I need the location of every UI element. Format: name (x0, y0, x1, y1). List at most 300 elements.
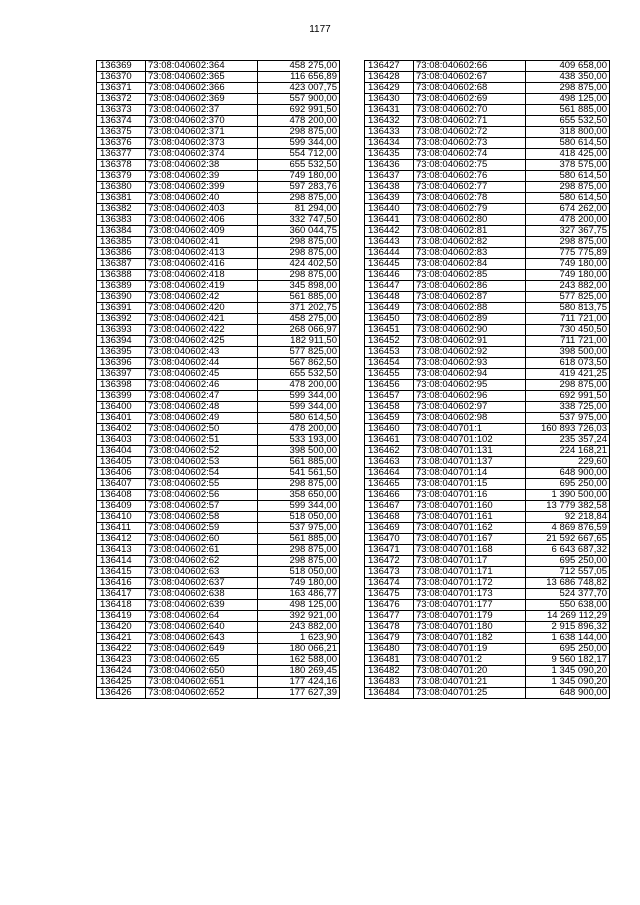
table-row (97, 127, 340, 138)
cadastral-number-cell: 73:08:040602:97 (414, 402, 526, 413)
record-number-cell: 136390 (97, 292, 146, 303)
cadastral-number-cell: 73:08:040602:68 (414, 83, 526, 94)
cadastral-number-cell: 73:08:040602:374 (146, 149, 258, 160)
record-number-cell: 136371 (97, 83, 146, 94)
cadastral-number-cell: 73:08:040602:54 (146, 468, 258, 479)
table-row (97, 677, 340, 688)
page-number: 1177 (309, 24, 331, 35)
table-row (97, 435, 340, 446)
record-number-cell: 136405 (97, 457, 146, 468)
cadastral-number-cell: 73:08:040602:72 (414, 127, 526, 138)
table-row (365, 226, 610, 237)
record-number-cell: 136471 (365, 545, 414, 556)
cadastral-number-cell: 73:08:040602:89 (414, 314, 526, 325)
value-cell: 518 050,00 (258, 567, 340, 578)
value-cell: 81 294,00 (258, 204, 340, 215)
table-row (97, 138, 340, 149)
value-cell: 541 561,50 (258, 468, 340, 479)
record-number-cell: 136458 (365, 402, 414, 413)
record-number-cell: 136462 (365, 446, 414, 457)
cadastral-number-cell: 73:08:040602:409 (146, 226, 258, 237)
table-row (365, 281, 610, 292)
value-cell: 577 825,00 (526, 292, 610, 303)
record-number-cell: 136373 (97, 105, 146, 116)
value-cell: 13 686 748,82 (526, 578, 610, 589)
cadastral-number-cell: 73:08:040602:61 (146, 545, 258, 556)
value-cell: 561 885,00 (526, 105, 610, 116)
records-table-right-body (365, 61, 610, 699)
value-cell: 711 721,00 (526, 314, 610, 325)
value-cell: 6 643 687,32 (526, 545, 610, 556)
value-cell: 345 898,00 (258, 281, 340, 292)
table-row (365, 270, 610, 281)
value-cell: 599 344,00 (258, 391, 340, 402)
value-cell: 398 500,00 (526, 347, 610, 358)
cadastral-number-cell: 73:08:040602:649 (146, 644, 258, 655)
table-row (97, 567, 340, 578)
record-number-cell: 136430 (365, 94, 414, 105)
table-row (365, 171, 610, 182)
cadastral-number-cell: 73:08:040701:15 (414, 479, 526, 490)
cadastral-number-cell: 73:08:040602:90 (414, 325, 526, 336)
value-cell: 1 390 500,00 (526, 490, 610, 501)
record-number-cell: 136470 (365, 534, 414, 545)
record-number-cell: 136447 (365, 281, 414, 292)
table-row (365, 336, 610, 347)
value-cell: 580 614,50 (258, 413, 340, 424)
table-row (97, 248, 340, 259)
value-cell: 599 344,00 (258, 138, 340, 149)
cadastral-number-cell: 73:08:040701:21 (414, 677, 526, 688)
record-number-cell: 136453 (365, 347, 414, 358)
cadastral-number-cell: 73:08:040602:73 (414, 138, 526, 149)
table-row (365, 468, 610, 479)
value-cell: 498 125,00 (526, 94, 610, 105)
record-number-cell: 136420 (97, 622, 146, 633)
cadastral-number-cell: 73:08:040602:91 (414, 336, 526, 347)
value-cell: 243 882,00 (526, 281, 610, 292)
cadastral-number-cell: 73:08:040602:67 (414, 72, 526, 83)
record-number-cell: 136432 (365, 116, 414, 127)
record-number-cell: 136441 (365, 215, 414, 226)
record-number-cell: 136438 (365, 182, 414, 193)
record-number-cell: 136472 (365, 556, 414, 567)
value-cell: 775 775,89 (526, 248, 610, 259)
value-cell: 580 614,50 (526, 138, 610, 149)
value-cell: 730 450,50 (526, 325, 610, 336)
cadastral-number-cell: 73:08:040602:70 (414, 105, 526, 116)
table-row (365, 61, 610, 72)
value-cell: 224 168,21 (526, 446, 610, 457)
cadastral-number-cell: 73:08:040701:17 (414, 556, 526, 567)
cadastral-number-cell: 73:08:040602:82 (414, 237, 526, 248)
record-number-cell: 136379 (97, 171, 146, 182)
value-cell: 14 269 112,29 (526, 611, 610, 622)
cadastral-number-cell: 73:08:040602:639 (146, 600, 258, 611)
table-row (97, 413, 340, 424)
cadastral-number-cell: 73:08:040602:46 (146, 380, 258, 391)
cadastral-number-cell: 73:08:040602:94 (414, 369, 526, 380)
record-number-cell: 136482 (365, 666, 414, 677)
record-number-cell: 136429 (365, 83, 414, 94)
table-row (97, 424, 340, 435)
table-row (365, 666, 610, 677)
table-row (365, 325, 610, 336)
table-row (97, 369, 340, 380)
value-cell: 160 893 726,03 (526, 424, 610, 435)
table-row (97, 160, 340, 171)
value-cell: 749 180,00 (258, 171, 340, 182)
cadastral-number-cell: 73:08:040701:160 (414, 501, 526, 512)
cadastral-number-cell: 73:08:040602:55 (146, 479, 258, 490)
record-number-cell: 136448 (365, 292, 414, 303)
value-cell: 9 560 182,17 (526, 655, 610, 666)
table-row (97, 94, 340, 105)
table-row (97, 688, 340, 699)
value-cell: 298 875,00 (526, 182, 610, 193)
table-row (365, 611, 610, 622)
record-number-cell: 136436 (365, 160, 414, 171)
record-number-cell: 136387 (97, 259, 146, 270)
table-row (97, 182, 340, 193)
value-cell: 695 250,00 (526, 644, 610, 655)
table-row (365, 127, 610, 138)
record-number-cell: 136451 (365, 325, 414, 336)
cadastral-number-cell: 73:08:040602:41 (146, 237, 258, 248)
value-cell: 580 614,50 (526, 193, 610, 204)
table-row (365, 215, 610, 226)
table-row (97, 457, 340, 468)
table-row (365, 369, 610, 380)
table-row (365, 380, 610, 391)
record-number-cell: 136483 (365, 677, 414, 688)
table-row (365, 347, 610, 358)
cadastral-number-cell: 73:08:040602:53 (146, 457, 258, 468)
cadastral-number-cell: 73:08:040602:66 (414, 61, 526, 72)
cadastral-number-cell: 73:08:040701:180 (414, 622, 526, 633)
record-number-cell: 136475 (365, 589, 414, 600)
value-cell: 182 911,50 (258, 336, 340, 347)
record-number-cell: 136446 (365, 270, 414, 281)
record-number-cell: 136477 (365, 611, 414, 622)
value-cell: 318 800,00 (526, 127, 610, 138)
cadastral-number-cell: 73:08:040602:98 (414, 413, 526, 424)
value-cell: 561 885,00 (258, 457, 340, 468)
cadastral-number-cell: 73:08:040602:399 (146, 182, 258, 193)
value-cell: 438 350,00 (526, 72, 610, 83)
value-cell: 2 915 896,32 (526, 622, 610, 633)
value-cell: 561 885,00 (258, 292, 340, 303)
record-number-cell: 136450 (365, 314, 414, 325)
record-number-cell: 136397 (97, 369, 146, 380)
cadastral-number-cell: 73:08:040602:421 (146, 314, 258, 325)
cadastral-number-cell: 73:08:040602:48 (146, 402, 258, 413)
table-row (97, 479, 340, 490)
value-cell: 243 882,00 (258, 622, 340, 633)
cadastral-number-cell: 73:08:040602:638 (146, 589, 258, 600)
cadastral-number-cell: 73:08:040602:370 (146, 116, 258, 127)
record-number-cell: 136408 (97, 490, 146, 501)
value-cell: 550 638,00 (526, 600, 610, 611)
value-cell: 298 875,00 (258, 237, 340, 248)
record-number-cell: 136404 (97, 446, 146, 457)
table-row (97, 556, 340, 567)
table-row (365, 677, 610, 688)
record-number-cell: 136419 (97, 611, 146, 622)
record-number-cell: 136421 (97, 633, 146, 644)
value-cell: 749 180,00 (526, 270, 610, 281)
table-row (97, 193, 340, 204)
table-row (365, 314, 610, 325)
value-cell: 1 345 090,20 (526, 677, 610, 688)
cadastral-number-cell: 73:08:040701:172 (414, 578, 526, 589)
record-number-cell: 136464 (365, 468, 414, 479)
cadastral-number-cell: 73:08:040701:167 (414, 534, 526, 545)
record-number-cell: 136406 (97, 468, 146, 479)
value-cell: 423 007,75 (258, 83, 340, 94)
table-row (97, 666, 340, 677)
table-row (97, 303, 340, 314)
record-number-cell: 136468 (365, 512, 414, 523)
cadastral-number-cell: 73:08:040602:78 (414, 193, 526, 204)
value-cell: 478 200,00 (258, 424, 340, 435)
value-cell: 478 200,00 (258, 116, 340, 127)
value-cell: 298 875,00 (258, 545, 340, 556)
record-number-cell: 136481 (365, 655, 414, 666)
record-number-cell: 136463 (365, 457, 414, 468)
table-row (365, 138, 610, 149)
record-number-cell: 136465 (365, 479, 414, 490)
cadastral-number-cell: 73:08:040701:1 (414, 424, 526, 435)
cadastral-number-cell: 73:08:040602:422 (146, 325, 258, 336)
cadastral-number-cell: 73:08:040602:44 (146, 358, 258, 369)
cadastral-number-cell: 73:08:040602:418 (146, 270, 258, 281)
cadastral-number-cell: 73:08:040602:96 (414, 391, 526, 402)
value-cell: 580 813,75 (526, 303, 610, 314)
cadastral-number-cell: 73:08:040701:20 (414, 666, 526, 677)
record-number-cell: 136478 (365, 622, 414, 633)
table-row (97, 358, 340, 369)
value-cell: 371 202,75 (258, 303, 340, 314)
cadastral-number-cell: 73:08:040602:85 (414, 270, 526, 281)
cadastral-number-cell: 73:08:040602:652 (146, 688, 258, 699)
table-row (97, 72, 340, 83)
cadastral-number-cell: 73:08:040602:93 (414, 358, 526, 369)
record-number-cell: 136456 (365, 380, 414, 391)
table-row (97, 105, 340, 116)
value-cell: 298 875,00 (526, 380, 610, 391)
record-number-cell: 136440 (365, 204, 414, 215)
table-row (97, 226, 340, 237)
record-number-cell: 136381 (97, 193, 146, 204)
cadastral-number-cell: 73:08:040602:88 (414, 303, 526, 314)
table-row (365, 83, 610, 94)
record-number-cell: 136425 (97, 677, 146, 688)
table-row (97, 259, 340, 270)
table-row (365, 182, 610, 193)
value-cell: 378 575,00 (526, 160, 610, 171)
cadastral-number-cell: 73:08:040602:38 (146, 160, 258, 171)
table-row (97, 578, 340, 589)
record-number-cell: 136422 (97, 644, 146, 655)
cadastral-number-cell: 73:08:040602:63 (146, 567, 258, 578)
record-number-cell: 136460 (365, 424, 414, 435)
record-number-cell: 136369 (97, 61, 146, 72)
value-cell: 749 180,00 (526, 259, 610, 270)
record-number-cell: 136392 (97, 314, 146, 325)
cadastral-number-cell: 73:08:040602:80 (414, 215, 526, 226)
cadastral-number-cell: 73:08:040602:95 (414, 380, 526, 391)
record-number-cell: 136415 (97, 567, 146, 578)
table-row (97, 237, 340, 248)
value-cell: 4 869 876,59 (526, 523, 610, 534)
value-cell: 180 269,45 (258, 666, 340, 677)
value-cell: 268 066,97 (258, 325, 340, 336)
cadastral-number-cell: 73:08:040602:425 (146, 336, 258, 347)
record-number-cell: 136380 (97, 182, 146, 193)
record-number-cell: 136378 (97, 160, 146, 171)
table-row (97, 468, 340, 479)
cadastral-number-cell: 73:08:040701:16 (414, 490, 526, 501)
cadastral-number-cell: 73:08:040701:102 (414, 435, 526, 446)
table-row (97, 512, 340, 523)
table-row (97, 622, 340, 633)
records-table-right (364, 60, 610, 699)
table-row (365, 490, 610, 501)
table-row (97, 589, 340, 600)
record-number-cell: 136399 (97, 391, 146, 402)
table-row (97, 270, 340, 281)
table-row (365, 479, 610, 490)
value-cell: 597 283,76 (258, 182, 340, 193)
cadastral-number-cell: 73:08:040602:369 (146, 94, 258, 105)
table-row (97, 534, 340, 545)
cadastral-number-cell: 73:08:040701:19 (414, 644, 526, 655)
value-cell: 298 875,00 (526, 237, 610, 248)
record-number-cell: 136414 (97, 556, 146, 567)
value-cell: 648 900,00 (526, 688, 610, 699)
table-row (365, 402, 610, 413)
cadastral-number-cell: 73:08:040701:179 (414, 611, 526, 622)
cadastral-number-cell: 73:08:040701:177 (414, 600, 526, 611)
table-row (365, 600, 610, 611)
value-cell: 655 532,50 (526, 116, 610, 127)
table-row (365, 622, 610, 633)
record-number-cell: 136435 (365, 149, 414, 160)
record-number-cell: 136476 (365, 600, 414, 611)
cadastral-number-cell: 73:08:040602:59 (146, 523, 258, 534)
record-number-cell: 136473 (365, 567, 414, 578)
table-row (97, 347, 340, 358)
value-cell: 458 275,00 (258, 61, 340, 72)
record-number-cell: 136455 (365, 369, 414, 380)
table-row (365, 204, 610, 215)
value-cell: 674 262,00 (526, 204, 610, 215)
table-row (365, 688, 610, 699)
table-row (365, 501, 610, 512)
table-row (97, 523, 340, 534)
table-row (365, 435, 610, 446)
record-number-cell: 136452 (365, 336, 414, 347)
value-cell: 478 200,00 (258, 380, 340, 391)
cadastral-number-cell: 73:08:040602:77 (414, 182, 526, 193)
record-number-cell: 136426 (97, 688, 146, 699)
record-number-cell: 136416 (97, 578, 146, 589)
cadastral-number-cell: 73:08:040701:25 (414, 688, 526, 699)
value-cell: 298 875,00 (526, 83, 610, 94)
table-row (97, 611, 340, 622)
record-number-cell: 136474 (365, 578, 414, 589)
record-number-cell: 136374 (97, 116, 146, 127)
value-cell: 424 402,50 (258, 259, 340, 270)
cadastral-number-cell: 73:08:040602:42 (146, 292, 258, 303)
value-cell: 298 875,00 (258, 556, 340, 567)
value-cell: 13 779 382,58 (526, 501, 610, 512)
record-number-cell: 136409 (97, 501, 146, 512)
record-number-cell: 136383 (97, 215, 146, 226)
table-row (97, 402, 340, 413)
record-number-cell: 136417 (97, 589, 146, 600)
cadastral-number-cell: 73:08:040602:373 (146, 138, 258, 149)
value-cell: 162 588,00 (258, 655, 340, 666)
table-row (365, 193, 610, 204)
record-number-cell: 136396 (97, 358, 146, 369)
record-number-cell: 136480 (365, 644, 414, 655)
table-row (365, 116, 610, 127)
cadastral-number-cell: 73:08:040602:366 (146, 83, 258, 94)
table-row (97, 633, 340, 644)
record-number-cell: 136403 (97, 435, 146, 446)
table-row (365, 633, 610, 644)
record-number-cell: 136402 (97, 424, 146, 435)
table-row (365, 358, 610, 369)
table-row (365, 160, 610, 171)
table-row (365, 534, 610, 545)
record-number-cell: 136461 (365, 435, 414, 446)
cadastral-number-cell: 73:08:040602:650 (146, 666, 258, 677)
table-row (97, 501, 340, 512)
value-cell: 332 747,50 (258, 215, 340, 226)
record-number-cell: 136372 (97, 94, 146, 105)
cadastral-number-cell: 73:08:040602:43 (146, 347, 258, 358)
record-number-cell: 136459 (365, 413, 414, 424)
cadastral-number-cell: 73:08:040701:14 (414, 468, 526, 479)
table-row (365, 578, 610, 589)
table-row (365, 303, 610, 314)
record-number-cell: 136445 (365, 259, 414, 270)
value-cell: 392 921,00 (258, 611, 340, 622)
records-table-left-body (97, 61, 340, 699)
record-number-cell: 136391 (97, 303, 146, 314)
record-number-cell: 136467 (365, 501, 414, 512)
value-cell: 711 721,00 (526, 336, 610, 347)
record-number-cell: 136424 (97, 666, 146, 677)
table-row (97, 490, 340, 501)
cadastral-number-cell: 73:08:040602:413 (146, 248, 258, 259)
cadastral-number-cell: 73:08:040602:57 (146, 501, 258, 512)
value-cell: 419 421,25 (526, 369, 610, 380)
value-cell: 599 344,00 (258, 501, 340, 512)
record-number-cell: 136393 (97, 325, 146, 336)
cadastral-number-cell: 73:08:040602:416 (146, 259, 258, 270)
record-number-cell: 136443 (365, 237, 414, 248)
record-number-cell: 136412 (97, 534, 146, 545)
table-row (365, 72, 610, 83)
table-row (97, 600, 340, 611)
value-cell: 229,60 (526, 457, 610, 468)
record-number-cell: 136385 (97, 237, 146, 248)
cadastral-number-cell: 73:08:040602:64 (146, 611, 258, 622)
